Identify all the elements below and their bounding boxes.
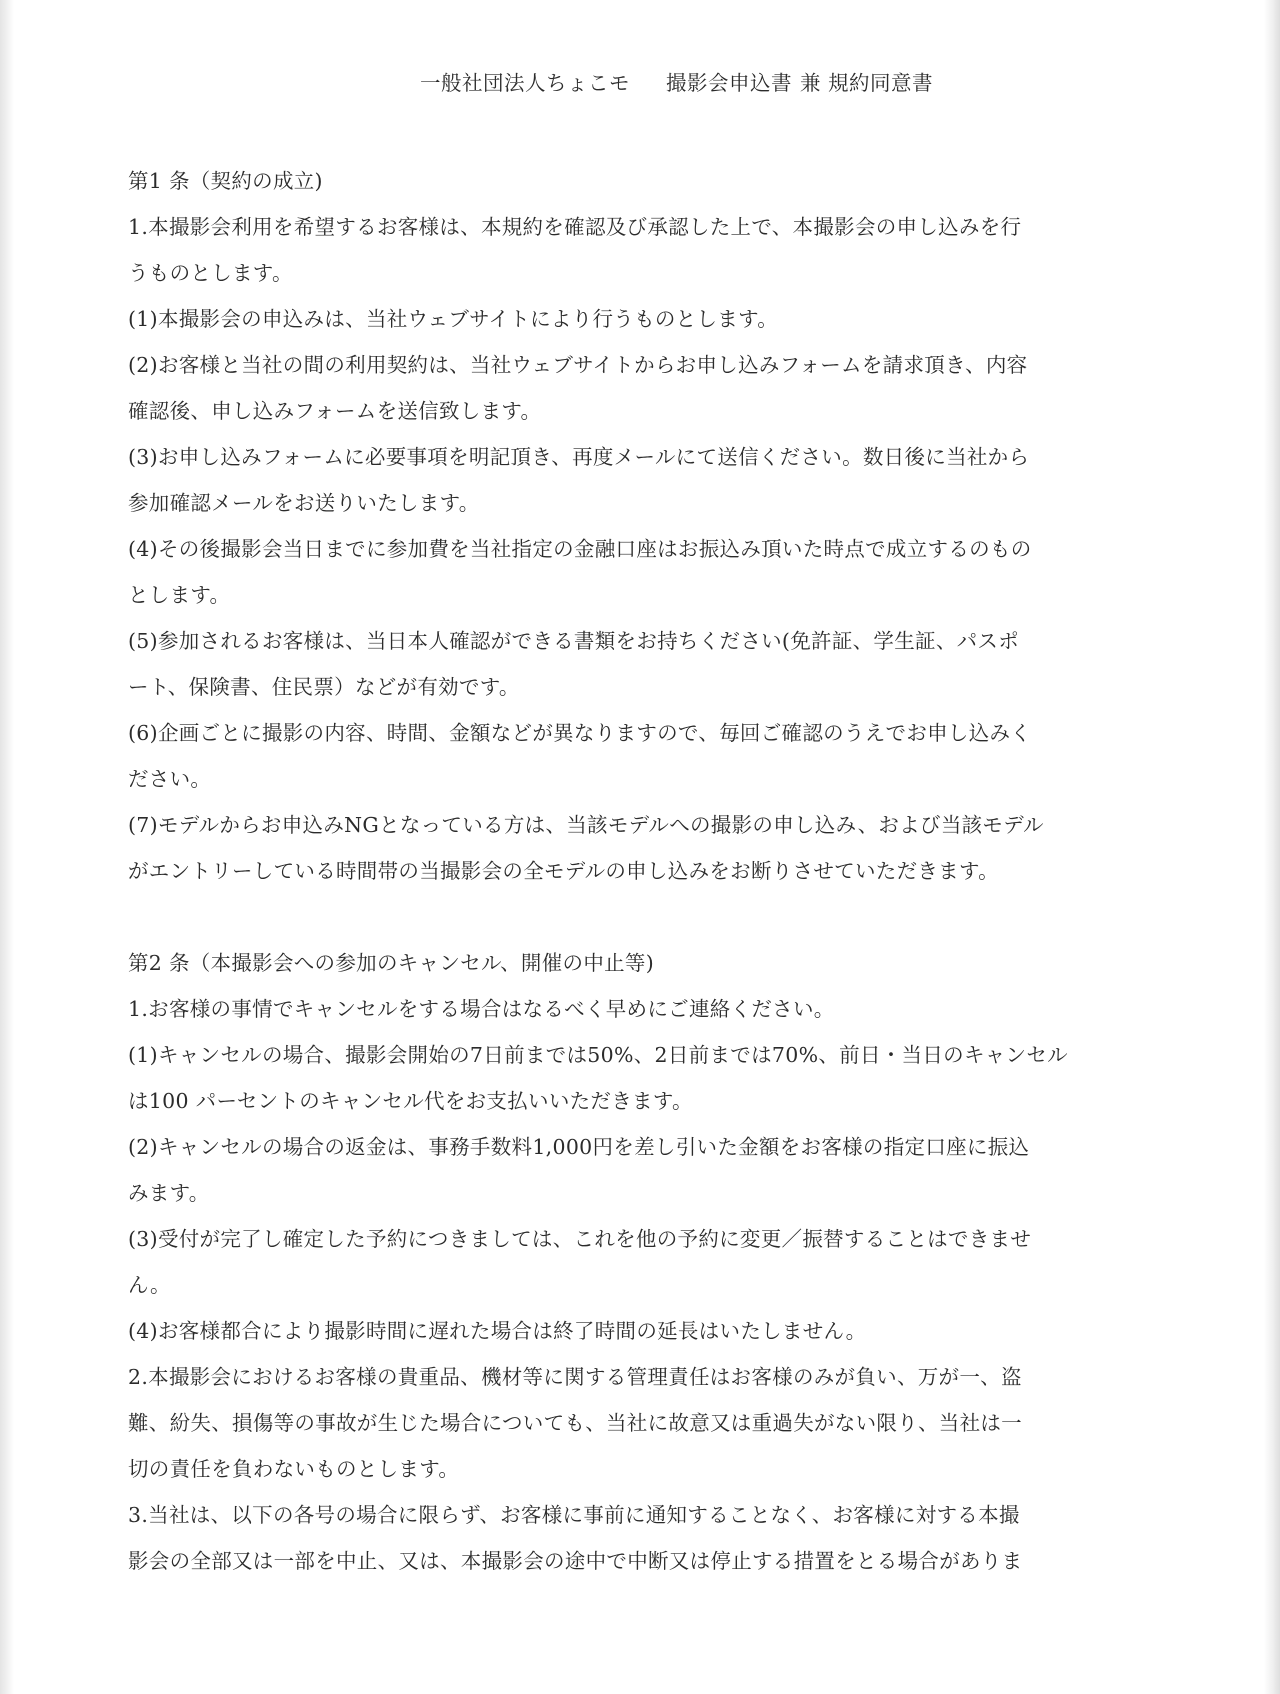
section-article-2	[128, 940, 1143, 1584]
clause-line: は100 パーセントのキャンセル代をお支払いいただきます。	[128, 1089, 693, 1113]
document-title	[420, 66, 1040, 96]
clause-line: (3)受付が完了し確定した予約につきましては、これを他の予約に変更／振替することはできませ	[128, 1227, 1032, 1251]
clause-line: 難、紛失、損傷等の事故が生じた場合についても、当社に故意又は重過失がない限り、当社は一	[128, 1411, 1022, 1435]
clause-line: (2)キャンセルの場合の返金は、事務手数料1,000円を差し引いた金額をお客様の指定口座に振込	[128, 1135, 1030, 1159]
form-name: 撮影会申込書	[666, 71, 792, 95]
clause-line: 2.本撮影会におけるお客様の貴重品、機材等に関する管理責任はお客様のみが負い、万が一、盗	[128, 1365, 1022, 1389]
clause-line: 1.本撮影会利用を希望するお客様は、本規約を確認及び承認した上で、本撮影会の申し込みを行	[128, 215, 1022, 239]
section-spacer	[128, 894, 1143, 940]
form-suffix: 兼 規約同意書	[800, 71, 934, 95]
clause-line: (7)モデルからお申込みNGとなっている方は、当該モデルへの撮影の申し込み、および当該モデル	[128, 813, 1044, 837]
clause-line: (2)お客様と当社の間の利用契約は、当社ウェブサイトからお申し込みフォームを請求頂き、内容	[128, 353, 1028, 377]
clause-line: (3)お申し込みフォームに必要事項を明記頂き、再度メールにて送信ください。数日後に当社から	[128, 445, 1030, 469]
clause-line: みます。	[128, 1181, 210, 1205]
section-heading: 第1 条（契約の成立)	[128, 169, 323, 193]
clause-line: ート、保険書、住民票）などが有効です。	[128, 675, 520, 699]
clause-line: ん。	[128, 1273, 171, 1297]
clause-line: うものとします。	[128, 261, 293, 285]
clause-line: とします。	[128, 583, 231, 607]
organization-name: 一般社団法人ちょこモ	[420, 71, 630, 95]
section-heading: 第2 条（本撮影会への参加のキャンセル、開催の中止等)	[128, 951, 655, 975]
document-body	[128, 158, 1143, 1584]
clause-line: 3.当社は、以下の各号の場合に限らず、お客様に事前に通知することなく、お客様に対する本撮	[128, 1503, 1020, 1527]
clause-line: がエントリーしている時間帯の当撮影会の全モデルの申し込みをお断りさせていただきます。	[128, 859, 999, 883]
clause-line: (4)お客様都合により撮影時間に遅れた場合は終了時間の延長はいたしません。	[128, 1319, 867, 1343]
clause-line: (6)企画ごとに撮影の内容、時間、金額などが異なりますので、毎回ご確認のうえでお申し込みく	[128, 721, 1032, 745]
clause-line: 参加確認メールをお送りいたします。	[128, 491, 480, 515]
clause-line: (1)本撮影会の申込みは、当社ウェブサイトにより行うものとします。	[128, 307, 779, 331]
clause-line: (5)参加されるお客様は、当日本人確認ができる書類をお持ちください(免許証、学生証、パスポ	[128, 629, 1020, 653]
clause-line: 切の責任を負わないものとします。	[128, 1457, 460, 1481]
clause-line: 影会の全部又は一部を中止、又は、本撮影会の途中で中断又は停止する措置をとる場合がありま	[128, 1549, 1023, 1573]
clause-line: (1)キャンセルの場合、撮影会開始の7日前までは50%、2日前までは70%、前日・当日のキャンセル	[128, 1043, 1068, 1067]
clause-line: 1.お客様の事情でキャンセルをする場合はなるべく早めにご連絡ください。	[128, 997, 835, 1021]
clause-line: ださい。	[128, 767, 212, 791]
section-article-1	[128, 158, 1143, 894]
clause-line: (4)その後撮影会当日までに参加費を当社指定の金融口座はお振込み頂いた時点で成立するのもの	[128, 537, 1032, 561]
clause-line: 確認後、申し込みフォームを送信致します。	[128, 399, 542, 423]
